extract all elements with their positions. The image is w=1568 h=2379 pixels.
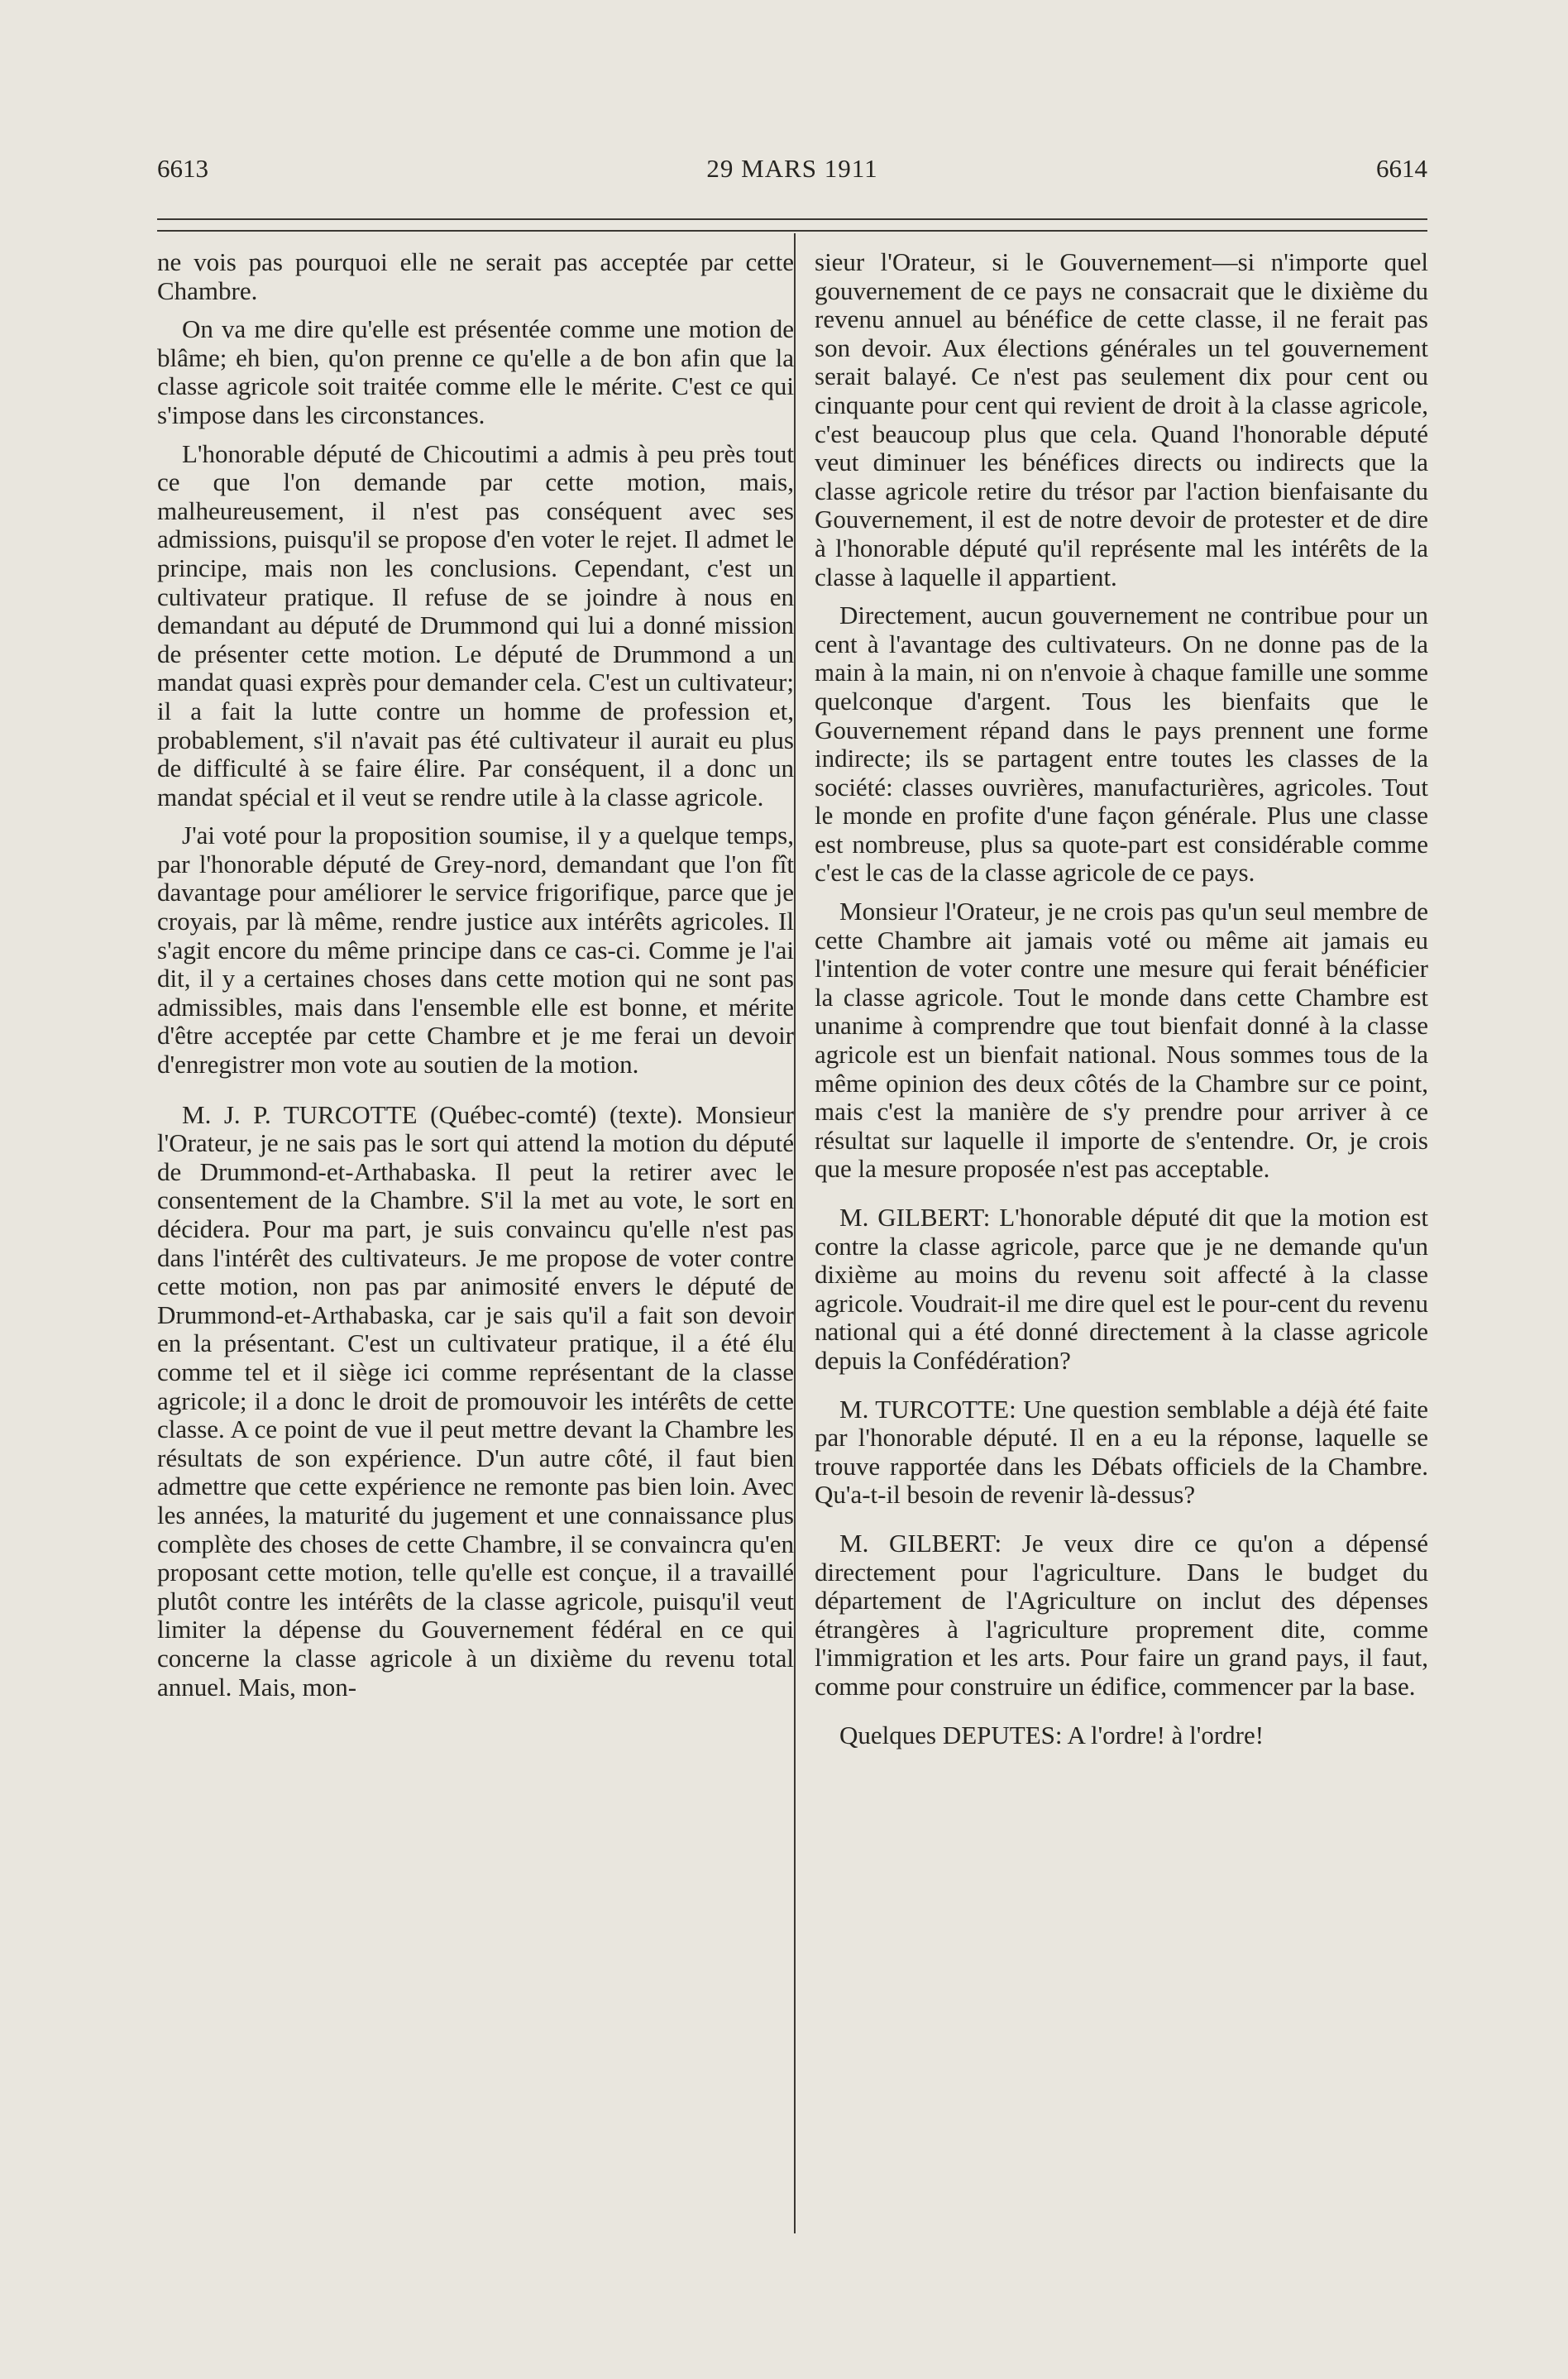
paragraph: On va me dire qu'elle est présentée comme une motion de blâme; eh bien, qu'on prenne ce qu'elle a de bon afin que la classe agricole soit traitée comme elle le mérite. C'est ce qui s'impose dans les circonstances. — [157, 314, 794, 429]
speech-gilbert: M. GILBERT: L'honorable député dit que la motion est contre la classe agricole, parce que je ne demande qu'un dixième au moins du revenu soit affecté à la classe agricole. Voudrait-il me dire quel est le pour-cent du revenu national qui a été donné directement à la classe agricole depuis la Confédération? — [815, 1203, 1428, 1375]
speech-gilbert-reply: M. GILBERT: Je veux dire ce qu'on a dépensé directement pour l'agriculture. Dans le budget du département de l'Agriculture on inclut des dépenses étrangères à l'agriculture proprement dite, comme l'immigration et les arts. Pour faire un grand pays, il faut, comme pour construire un édifice, commencer par la base. — [815, 1528, 1428, 1701]
paragraph: sieur l'Orateur, si le Gouvernement—si n'importe quel gouvernement de ce pays ne consacrait que le dixième du revenu annuel au bénéfice de cette classe, il ne ferait pas son devoir. Aux élections générales un tel gouvernement serait balayé. Ce n'est pas seulement dix pour cent ou cinquante pour cent qui revient de droit à la classe agricole, c'est beaucoup plus que cela. Quand l'honorable député veut diminuer les bénéfices directs ou indirects que la classe agricole retire du trésor par l'action bienfaisante du Gouvernement, il est de notre devoir de protester et de dire à l'honorable député qu'il représente mal les intérêts de la classe à laquelle il appartient. — [815, 247, 1428, 591]
page-number-right: 6614 — [1376, 154, 1427, 183]
header-date: 29 MARS 1911 — [706, 154, 878, 183]
speech-turcotte: M. J. P. TURCOTTE (Québec-comté) (texte). Monsieur l'Orateur, je ne sais pas le sort qui attend la motion du député de Drummond-et-Arthabaska. Il peut la retirer avec le consentement de la Chambre. S'il la met au vote, le sort en décidera. Pour ma part, je suis convaincu qu'elle n'est pas dans l'intérêt des cultivateurs. Je me propose de voter contre cette motion, non pas par animosité envers le député de Drummond-et-Arthabaska, car je sais qu'il a fait son devoir en la présentant. C'est un cultivateur pratique, il a été élu comme tel et il siège ici comme représentant de la classe agricole; il a donc le droit de promouvoir les intérêts de cette classe. A ce point de vue il peut mettre devant la Chambre les résultats de son expérience. D'un autre côté, il faut bien admettre que cette expérience ne remonte pas bien loin. Avec les années, la maturité du jugement et une connaissance plus complète des choses de cette Chambre, il se convaincra qu'en proposant cette motion, telle qu'elle est conçue, il a travaillé plutôt contre les intérêts de la classe agricole, puisqu'il veut limiter la dépense du Gouvernement fédéral en ce qui concerne la classe agricole à un dixième du revenu total annuel. Mais, mon- — [157, 1099, 794, 1702]
speech-turcotte-reply: M. TURCOTTE: Une question semblable a déjà été faite par l'honorable député. Il en a eu la réponse, laquelle se trouve rapportée dans les Débats officiels de la Chambre. Qu'a-t-il besoin de revenir là-dessus? — [815, 1394, 1428, 1510]
left-column — [157, 248, 794, 1711]
page-header — [157, 154, 1427, 187]
page-number-left: 6613 — [157, 154, 208, 183]
paragraph: ne vois pas pourquoi elle ne serait pas acceptée par cette Chambre. — [157, 247, 794, 305]
column-divider — [794, 233, 796, 2233]
paragraph: J'ai voté pour la proposition soumise, il y a quelque temps, par l'honorable député de Grey-nord, demandant que l'on fît davantage pour améliorer le service frigorifique, parce que je croyais, par là même, rendre justice aux intérêts agricoles. Il s'agit encore du même principe dans ce cas-ci. Comme je l'ai dit, il y a certaines choses dans cette motion qui ne sont pas admissibles, mais dans l'ensemble elle est bonne, et mérite d'être acceptée par cette Chambre et je me ferai un devoir d'enregistrer mon vote au soutien de la motion. — [157, 821, 794, 1079]
right-column — [815, 248, 1428, 1759]
interjection-deputes: Quelques DEPUTES: A l'ordre! à l'ordre! — [839, 1720, 1264, 1750]
paragraph: Monsieur l'Orateur, je ne crois pas qu'un seul membre de cette Chambre ait jamais voté ou même ait jamais eu l'intention de voter contre une mesure qui ferait bénéficier la classe agricole. Tout le monde dans cette Chambre est unanime à comprendre que tout bienfait donné à la classe agricole est un bienfait national. Nous sommes tous de la même opinion des deux côtés de la Chambre sur ce point, mais c'est la manière de s'y prendre pour arriver à ce résultat sur laquelle il importe de s'entendre. Or, je crois que la mesure proposée n'est pas acceptable. — [815, 897, 1428, 1184]
header-rule-top — [157, 218, 1427, 220]
header-rule-bottom — [157, 230, 1427, 232]
paragraph: Directement, aucun gouvernement ne contribue pour un cent à l'avantage des cultivateurs. On ne donne pas de la main à la main, ni on n'envoie à chaque famille une somme quelconque d'argent. Tous les bienfaits que le Gouvernement répand dans le pays prennent une forme indirecte; ils se partagent entre toutes les classes de la société: classes ouvrières, manufacturières, agricoles. Tout le monde en profite d'une façon générale. Plus une classe est nombreuse, plus sa quote-part est considérable comme c'est le cas de la classe agricole de ce pays. — [815, 601, 1428, 888]
paragraph: L'honorable député de Chicoutimi a admis à peu près tout ce que l'on demande par cette motion, mais, malheureusement, il n'est pas conséquent avec ses admissions, puisqu'il se propose d'en voter le rejet. Il admet le principe, mais non les conclusions. Cependant, c'est un cultivateur pratique. Il refuse de se joindre à nous en demandant au député de Drummond qui lui a donné mission de présenter cette motion. Le député de Drummond a un mandat quasi exprès pour demander cela. C'est un cultivateur; il a fait la lutte contre un homme de profession et, probablement, s'il n'avait pas été cultivateur il aurait eu plus de difficulté à se faire élire. Par conséquent, il a donc un mandat spécial et il veut se rendre utile à la classe agricole. — [157, 438, 794, 811]
